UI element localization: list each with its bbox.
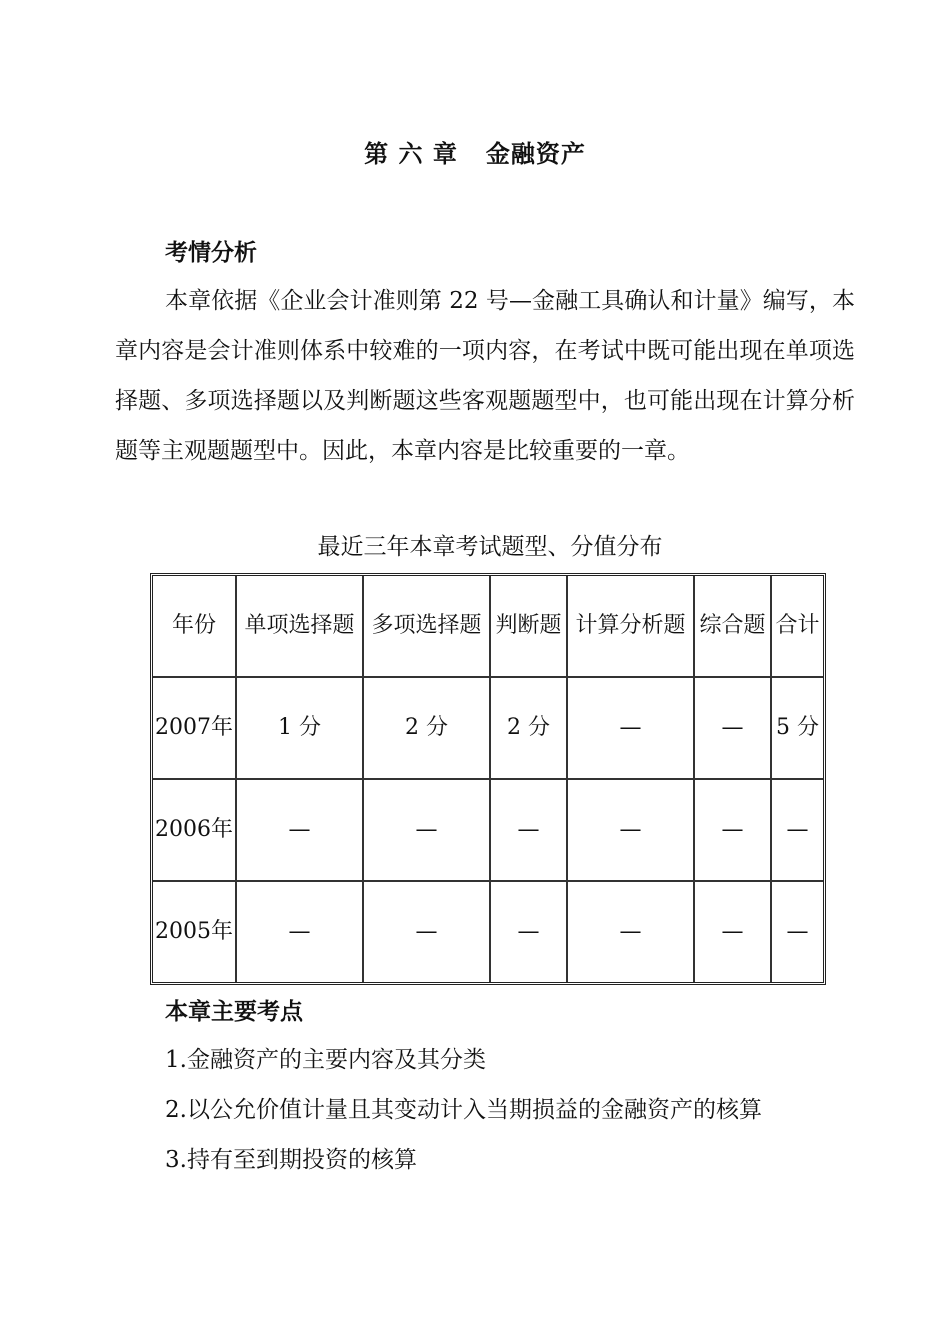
exam-analysis-heading: 考情分析 [165,240,257,266]
table-header-row [153,576,823,678]
header-single-choice: 单项选择题 [237,576,364,678]
year-cell: 2005年 [153,882,237,982]
table-row [153,780,823,882]
table-caption: 最近三年本章考试题型、分值分布 [317,534,663,560]
header-multiple-choice: 多项选择题 [364,576,491,678]
table-cell: — [491,882,568,982]
table-cell: — [237,780,364,882]
exam-analysis-paragraph: 本章依据《企业会计准则第 22 号—金融工具确认和计量》编写，本章内容是会计准则体系中较难的一项内容，在考试中既可能出现在单项选择题、多项选择题以及判断题这些客观题题型中，也可能出现在计算分析题等主观题题型中。因此，本章内容是比较重要的一章。 [115,288,855,464]
table-cell: — [695,780,772,882]
total-cell: — [772,780,823,882]
chapter-title: 第 六 章 金融资产 [364,140,586,168]
header-year: 年份 [153,576,237,678]
year-cell: 2007年 [153,678,237,780]
key-points-heading: 本章主要考点 [165,999,303,1025]
score-distribution-table [150,573,826,985]
total-cell: — [786,919,809,944]
total-cell: 5 分 [772,678,823,780]
table-cell: — [364,882,491,982]
key-point-item: 3.持有至到期投资的核算 [165,1147,417,1173]
table-row [153,882,823,982]
table-cell: 2 分 [491,678,568,780]
header-comprehensive: 综合题 [695,576,772,678]
header-total: 合计 [772,576,823,678]
table-cell: — [695,882,772,982]
table-cell: 1 分 [237,678,364,780]
key-point-item: 1.金融资产的主要内容及其分类 [165,1047,486,1073]
header-true-false: 判断题 [491,576,568,678]
table-cell: — [364,780,491,882]
year-cell: 2006年 [153,780,237,882]
table-cell: — [491,780,568,882]
header-calculation: 计算分析题 [568,576,695,678]
key-point-item: 2.以公允价值计量且其变动计入当期损益的金融资产的核算 [165,1097,762,1123]
table-row [153,678,823,780]
table-cell: — [568,882,695,982]
table-cell: — [568,780,695,882]
table-cell: 2 分 [364,678,491,780]
table-cell: — [568,678,695,780]
table-cell: — [237,882,364,982]
table-cell: — [695,678,772,780]
